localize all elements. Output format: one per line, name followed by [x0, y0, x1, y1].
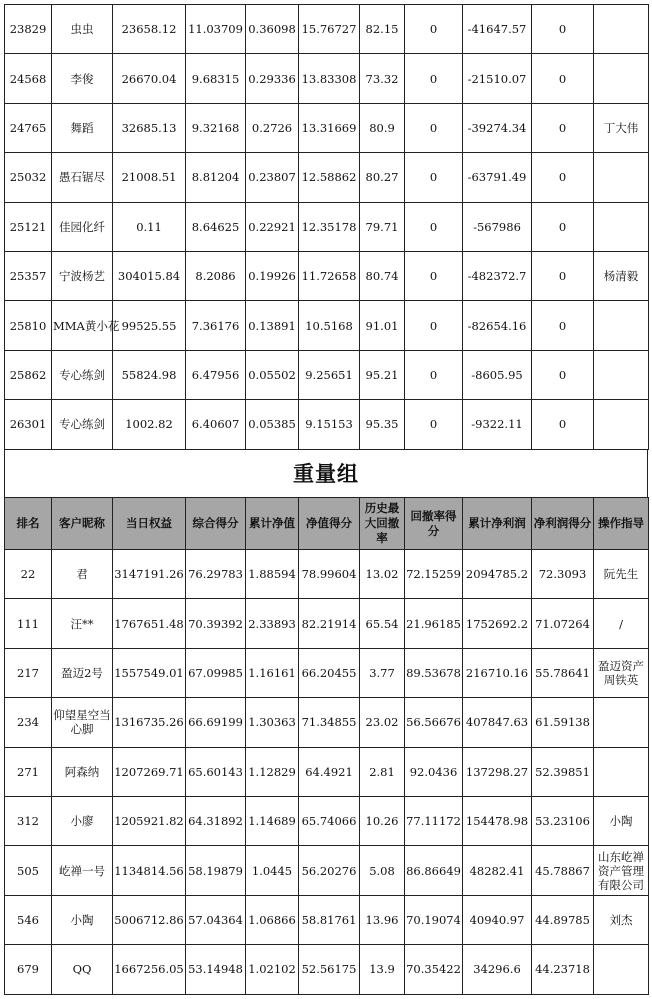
cell-rank: 271 [5, 747, 52, 796]
table-row [5, 400, 649, 449]
cell-nav-score: 66.20455 [299, 648, 360, 697]
cell-rank: 24568 [5, 54, 52, 103]
cell-rank: 679 [5, 945, 52, 994]
cell-max-drawdown: 13.9 [360, 945, 405, 994]
cell-total-score: 6.40607 [186, 400, 246, 449]
cell-profit-score: 0 [532, 54, 594, 103]
cell-cum-nav: 1.02102 [246, 945, 299, 994]
table-row [5, 796, 649, 845]
cell-equity: 1557549.01 [113, 648, 186, 697]
cell-equity: 3147191.26 [113, 550, 186, 599]
cell-equity: 1205921.82 [113, 796, 186, 845]
cell-nickname: 阿森纳 [52, 747, 113, 796]
cell-drawdown-score: 86.86649 [405, 846, 463, 895]
cell-guidance [594, 698, 649, 747]
upper-ranking-table [4, 4, 649, 450]
cell-cum-profit: -9322.11 [463, 400, 532, 449]
header-equity: 当日权益 [113, 498, 186, 550]
cell-cum-profit: 137298.27 [463, 747, 532, 796]
cell-nav-score: 11.72658 [299, 251, 360, 300]
cell-cum-nav: 1.88594 [246, 550, 299, 599]
table-row [5, 350, 649, 399]
cell-profit-score: 53.23106 [532, 796, 594, 845]
cell-drawdown-score: 0 [405, 400, 463, 449]
cell-rank: 25357 [5, 251, 52, 300]
cell-guidance [594, 5, 649, 54]
cell-max-drawdown: 80.74 [360, 251, 405, 300]
cell-equity: 1134814.56 [113, 846, 186, 895]
cell-equity: 1002.82 [113, 400, 186, 449]
cell-cum-nav: 0.05385 [246, 400, 299, 449]
header-total-score: 综合得分 [186, 498, 246, 550]
cell-cum-profit: 34296.6 [463, 945, 532, 994]
cell-guidance: / [594, 599, 649, 648]
cell-guidance: 山东屹禅资产管理有限公司 [594, 846, 649, 895]
cell-cum-profit: -41647.57 [463, 5, 532, 54]
cell-max-drawdown: 13.96 [360, 895, 405, 944]
table-row [5, 747, 649, 796]
table-row [5, 5, 649, 54]
cell-cum-nav: 1.16161 [246, 648, 299, 697]
table-row [5, 301, 649, 350]
table-row [5, 895, 649, 944]
cell-cum-profit: -21510.07 [463, 54, 532, 103]
cell-max-drawdown: 95.35 [360, 400, 405, 449]
table-row [5, 202, 649, 251]
cell-cum-nav: 0.19926 [246, 251, 299, 300]
cell-rank: 23829 [5, 5, 52, 54]
header-nav-score: 净值得分 [299, 498, 360, 550]
cell-total-score: 6.47956 [186, 350, 246, 399]
cell-cum-profit: 1752692.2 [463, 599, 532, 648]
header-cum-nav: 累计净值 [246, 498, 299, 550]
cell-equity: 1316735.26 [113, 698, 186, 747]
cell-nickname: 宁波杨艺 [52, 251, 113, 300]
cell-rank: 26301 [5, 400, 52, 449]
cell-equity: 55824.98 [113, 350, 186, 399]
cell-nav-score: 78.99604 [299, 550, 360, 599]
table-row [5, 945, 649, 994]
cell-profit-score: 0 [532, 202, 594, 251]
cell-max-drawdown: 91.01 [360, 301, 405, 350]
cell-nav-score: 12.58862 [299, 153, 360, 202]
cell-max-drawdown: 2.81 [360, 747, 405, 796]
cell-nickname: 盈迈2号 [52, 648, 113, 697]
cell-cum-profit: -482372.7 [463, 251, 532, 300]
cell-cum-nav: 1.06866 [246, 895, 299, 944]
cell-max-drawdown: 3.77 [360, 648, 405, 697]
cell-total-score: 8.2086 [186, 251, 246, 300]
cell-rank: 22 [5, 550, 52, 599]
cell-drawdown-score: 21.96185 [405, 599, 463, 648]
header-drawdown-score: 回撤率得分 [405, 498, 463, 550]
cell-max-drawdown: 5.08 [360, 846, 405, 895]
cell-max-drawdown: 95.21 [360, 350, 405, 399]
cell-total-score: 8.64625 [186, 202, 246, 251]
cell-max-drawdown: 13.02 [360, 550, 405, 599]
cell-cum-profit: 407847.63 [463, 698, 532, 747]
cell-total-score: 67.09985 [186, 648, 246, 697]
cell-drawdown-score: 0 [405, 54, 463, 103]
cell-cum-profit: 2094785.2 [463, 550, 532, 599]
cell-profit-score: 44.89785 [532, 895, 594, 944]
cell-guidance: 丁大伟 [594, 103, 649, 152]
cell-nav-score: 71.34855 [299, 698, 360, 747]
cell-cum-profit: -567986 [463, 202, 532, 251]
cell-equity: 1767651.48 [113, 599, 186, 648]
cell-guidance [594, 747, 649, 796]
cell-drawdown-score: 0 [405, 301, 463, 350]
cell-equity: 21008.51 [113, 153, 186, 202]
cell-nav-score: 9.15153 [299, 400, 360, 449]
cell-equity: 0.11 [113, 202, 186, 251]
cell-drawdown-score: 0 [405, 5, 463, 54]
cell-guidance: 杨清毅 [594, 251, 649, 300]
cell-max-drawdown: 82.15 [360, 5, 405, 54]
cell-guidance [594, 350, 649, 399]
cell-nickname: 屹禅一号 [52, 846, 113, 895]
cell-drawdown-score: 72.15259 [405, 550, 463, 599]
cell-nickname: 小陶 [52, 895, 113, 944]
cell-nickname: 汪** [52, 599, 113, 648]
cell-profit-score: 55.78641 [532, 648, 594, 697]
cell-drawdown-score: 77.11172 [405, 796, 463, 845]
cell-rank: 24765 [5, 103, 52, 152]
cell-cum-nav: 0.2726 [246, 103, 299, 152]
cell-guidance [594, 945, 649, 994]
cell-drawdown-score: 0 [405, 350, 463, 399]
cell-nickname: 舞蹈 [52, 103, 113, 152]
cell-nickname: 专心练剑 [52, 400, 113, 449]
cell-rank: 25862 [5, 350, 52, 399]
cell-cum-nav: 0.05502 [246, 350, 299, 399]
cell-nickname: MMA黄小花 [52, 301, 113, 350]
table-row [5, 550, 649, 599]
cell-cum-nav: 2.33893 [246, 599, 299, 648]
cell-max-drawdown: 79.71 [360, 202, 405, 251]
cell-profit-score: 52.39851 [532, 747, 594, 796]
cell-nav-score: 12.35178 [299, 202, 360, 251]
cell-nickname: 小廖 [52, 796, 113, 845]
cell-total-score: 64.31892 [186, 796, 246, 845]
cell-profit-score: 0 [532, 103, 594, 152]
cell-cum-nav: 0.36098 [246, 5, 299, 54]
cell-cum-profit: 216710.16 [463, 648, 532, 697]
cell-nav-score: 13.83308 [299, 54, 360, 103]
cell-max-drawdown: 10.26 [360, 796, 405, 845]
header-nickname: 客户昵称 [52, 498, 113, 550]
cell-nav-score: 58.81761 [299, 895, 360, 944]
cell-profit-score: 61.59138 [532, 698, 594, 747]
section-title: 重量组 [293, 461, 359, 486]
cell-cum-nav: 1.0445 [246, 846, 299, 895]
cell-total-score: 9.68315 [186, 54, 246, 103]
cell-rank: 234 [5, 698, 52, 747]
cell-cum-nav: 0.29336 [246, 54, 299, 103]
cell-drawdown-score: 56.56676 [405, 698, 463, 747]
cell-guidance [594, 400, 649, 449]
cell-nav-score: 64.4921 [299, 747, 360, 796]
cell-cum-profit: 48282.41 [463, 846, 532, 895]
cell-max-drawdown: 80.27 [360, 153, 405, 202]
cell-drawdown-score: 70.19074 [405, 895, 463, 944]
cell-guidance: 刘杰 [594, 895, 649, 944]
cell-drawdown-score: 0 [405, 153, 463, 202]
header-cum-profit: 累计净利润 [463, 498, 532, 550]
cell-total-score: 57.04364 [186, 895, 246, 944]
cell-cum-profit: 154478.98 [463, 796, 532, 845]
cell-guidance [594, 202, 649, 251]
cell-nickname: 愚石锯尽 [52, 153, 113, 202]
cell-guidance: 小陶 [594, 796, 649, 845]
cell-equity: 99525.55 [113, 301, 186, 350]
cell-total-score: 7.36176 [186, 301, 246, 350]
cell-guidance [594, 54, 649, 103]
cell-drawdown-score: 70.35422 [405, 945, 463, 994]
cell-profit-score: 71.07264 [532, 599, 594, 648]
cell-total-score: 8.81204 [186, 153, 246, 202]
cell-nickname: 佳园化纤 [52, 202, 113, 251]
cell-cum-profit: -39274.34 [463, 103, 532, 152]
cell-cum-nav: 1.14689 [246, 796, 299, 845]
cell-rank: 546 [5, 895, 52, 944]
cell-profit-score: 0 [532, 400, 594, 449]
cell-guidance: 阮先生 [594, 550, 649, 599]
cell-nav-score: 9.25651 [299, 350, 360, 399]
cell-nav-score: 13.31669 [299, 103, 360, 152]
cell-nav-score: 82.21914 [299, 599, 360, 648]
cell-max-drawdown: 65.54 [360, 599, 405, 648]
cell-drawdown-score: 92.0436 [405, 747, 463, 796]
header-rank: 排名 [5, 498, 52, 550]
cell-guidance: 盈迈资产周铁英 [594, 648, 649, 697]
cell-equity: 1207269.71 [113, 747, 186, 796]
cell-cum-nav: 1.12829 [246, 747, 299, 796]
cell-cum-profit: -63791.49 [463, 153, 532, 202]
cell-profit-score: 0 [532, 350, 594, 399]
cell-nav-score: 10.5168 [299, 301, 360, 350]
table-row [5, 54, 649, 103]
cell-rank: 505 [5, 846, 52, 895]
cell-total-score: 53.14948 [186, 945, 246, 994]
cell-equity: 1667256.05 [113, 945, 186, 994]
cell-profit-score: 72.3093 [532, 550, 594, 599]
cell-total-score: 66.69199 [186, 698, 246, 747]
cell-drawdown-score: 0 [405, 251, 463, 300]
cell-profit-score: 0 [532, 153, 594, 202]
cell-total-score: 70.39392 [186, 599, 246, 648]
cell-nickname: 李俊 [52, 54, 113, 103]
cell-profit-score: 0 [532, 301, 594, 350]
cell-max-drawdown: 80.9 [360, 103, 405, 152]
cell-cum-nav: 0.23807 [246, 153, 299, 202]
cell-cum-nav: 0.13891 [246, 301, 299, 350]
table-row [5, 648, 649, 697]
table-row [5, 599, 649, 648]
cell-total-score: 9.32168 [186, 103, 246, 152]
cell-drawdown-score: 0 [405, 202, 463, 251]
table-row [5, 846, 649, 895]
cell-rank: 111 [5, 599, 52, 648]
cell-equity: 26670.04 [113, 54, 186, 103]
cell-nav-score: 15.76727 [299, 5, 360, 54]
cell-rank: 25032 [5, 153, 52, 202]
cell-rank: 217 [5, 648, 52, 697]
cell-max-drawdown: 23.02 [360, 698, 405, 747]
cell-total-score: 65.60143 [186, 747, 246, 796]
table-row [5, 103, 649, 152]
cell-profit-score: 0 [532, 5, 594, 54]
cell-max-drawdown: 73.32 [360, 54, 405, 103]
cell-rank: 25810 [5, 301, 52, 350]
cell-cum-profit: -82654.16 [463, 301, 532, 350]
cell-equity: 32685.13 [113, 103, 186, 152]
table-row [5, 698, 649, 747]
cell-total-score: 76.29783 [186, 550, 246, 599]
cell-cum-profit: -8605.95 [463, 350, 532, 399]
cell-nav-score: 56.20276 [299, 846, 360, 895]
cell-equity: 304015.84 [113, 251, 186, 300]
header-guidance: 操作指导 [594, 498, 649, 550]
cell-profit-score: 44.23718 [532, 945, 594, 994]
cell-cum-profit: 40940.97 [463, 895, 532, 944]
cell-rank: 25121 [5, 202, 52, 251]
table-row [5, 251, 649, 300]
cell-profit-score: 0 [532, 251, 594, 300]
cell-cum-nav: 0.22921 [246, 202, 299, 251]
cell-total-score: 58.19879 [186, 846, 246, 895]
table-header-row [5, 498, 649, 550]
cell-guidance [594, 301, 649, 350]
cell-total-score: 11.03709 [186, 5, 246, 54]
heavyweight-ranking-table [4, 497, 649, 995]
cell-rank: 312 [5, 796, 52, 845]
cell-nickname: 专心练剑 [52, 350, 113, 399]
cell-equity: 23658.12 [113, 5, 186, 54]
cell-profit-score: 45.78867 [532, 846, 594, 895]
cell-nickname: QQ [52, 945, 113, 994]
cell-nickname: 虫虫 [52, 5, 113, 54]
header-profit-score: 净利润得分 [532, 498, 594, 550]
cell-guidance [594, 153, 649, 202]
section-title-row [4, 449, 648, 497]
cell-drawdown-score: 89.53678 [405, 648, 463, 697]
cell-cum-nav: 1.30363 [246, 698, 299, 747]
header-max-drawdown: 历史最大回撤率 [360, 498, 405, 550]
cell-nickname: 君 [52, 550, 113, 599]
table-row [5, 153, 649, 202]
cell-nickname: 仰望星空当心脚 [52, 698, 113, 747]
cell-nav-score: 52.56175 [299, 945, 360, 994]
cell-equity: 5006712.86 [113, 895, 186, 944]
cell-drawdown-score: 0 [405, 103, 463, 152]
cell-nav-score: 65.74066 [299, 796, 360, 845]
